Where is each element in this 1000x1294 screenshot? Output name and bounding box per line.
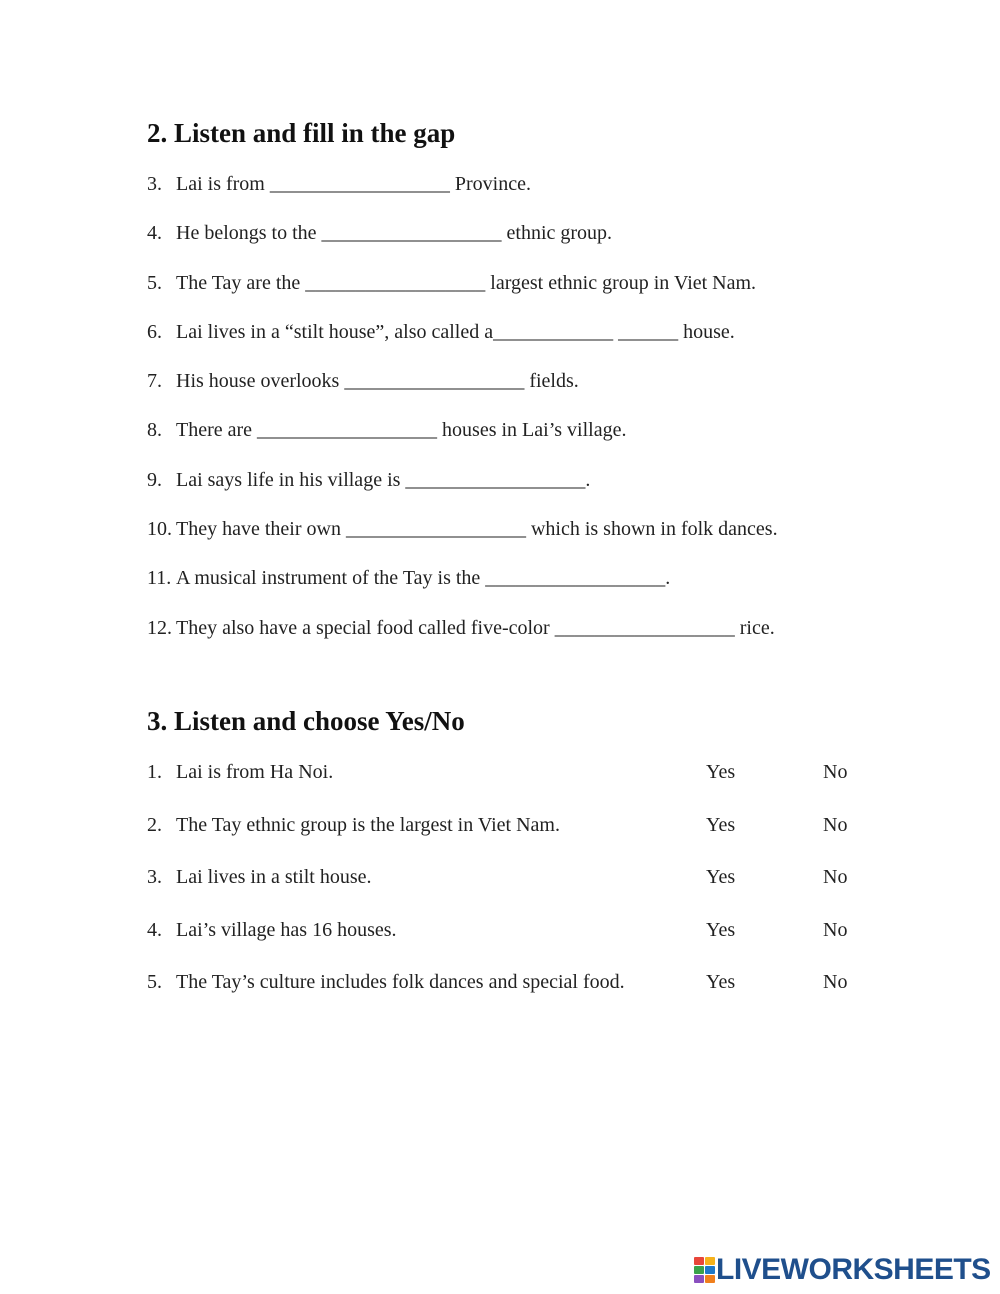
no-option[interactable]: No [823, 866, 848, 889]
list-item [147, 219, 778, 268]
logo-icon [694, 1257, 714, 1283]
item-text: Lai lives in a stilt house. [176, 866, 372, 889]
item-number: 9. [147, 468, 162, 491]
yes-option[interactable]: Yes [706, 971, 736, 994]
yes-option[interactable]: Yes [706, 813, 736, 836]
no-option[interactable]: No [823, 813, 848, 836]
section-3-title: 3. Listen and choose Yes/No [147, 706, 465, 736]
list-item [147, 318, 778, 367]
yes-option[interactable]: Yes [706, 866, 736, 889]
item-number: 7. [147, 370, 162, 393]
list-item [147, 564, 778, 613]
item-text: Lai is from Ha Noi. [176, 761, 334, 783]
section-2-title: 2. Listen and fill in the gap [147, 118, 456, 148]
logo-square [694, 1257, 704, 1265]
item-number: 10. [147, 518, 172, 541]
list-item [147, 416, 778, 465]
logo-square [705, 1257, 715, 1265]
item-number: 6. [147, 320, 162, 343]
item-number: 11. [147, 567, 172, 590]
no-option[interactable]: No [823, 918, 848, 941]
item-text: Lai says life in his village is __________________. [176, 468, 591, 491]
item-text: A musical instrument of the Tay is the __________________. [176, 567, 671, 590]
item-number: 5. [147, 971, 162, 994]
item-text: Lai is from __________________ Province. [176, 173, 531, 195]
item-text: He belongs to the __________________ ethnic group. [176, 222, 613, 245]
logo-square [705, 1275, 715, 1283]
logo-square [694, 1266, 704, 1274]
no-option[interactable]: No [823, 761, 848, 783]
yes-option[interactable]: Yes [706, 918, 736, 941]
list-item [147, 170, 778, 219]
item-number: 8. [147, 419, 162, 442]
item-text: The Tay’s culture includes folk dances and special food. [176, 971, 625, 994]
item-number: 3. [147, 173, 162, 195]
logo-square [694, 1275, 704, 1283]
list-item [147, 863, 867, 916]
yes-option[interactable]: Yes [706, 761, 736, 783]
list-item [147, 515, 778, 564]
item-text: The Tay ethnic group is the largest in Viet Nam. [176, 813, 560, 836]
list-item [147, 758, 867, 811]
item-text: The Tay are the __________________ largest ethnic group in Viet Nam. [176, 271, 757, 294]
item-text: There are __________________ houses in Lai’s village. [176, 419, 627, 442]
item-text: They have their own __________________ which is shown in folk dances. [176, 518, 778, 541]
item-text: Lai’s village has 16 houses. [176, 918, 397, 941]
list-item [147, 811, 867, 864]
item-text: They also have a special food called five-color __________________ rice. [176, 616, 775, 639]
item-number: 4. [147, 918, 162, 941]
logo-square [705, 1266, 715, 1274]
item-number: 5. [147, 271, 162, 294]
item-number: 4. [147, 222, 162, 245]
list-item [147, 614, 778, 663]
logo-text: LIVEWORKSHEETS [716, 1253, 991, 1286]
no-option[interactable]: No [823, 971, 848, 994]
item-number: 12. [147, 616, 172, 639]
liveworksheets-logo[interactable] [694, 1253, 991, 1287]
item-number: 3. [147, 866, 162, 889]
fill-in-gap-list [147, 170, 778, 663]
list-item [147, 269, 778, 318]
list-item [147, 367, 778, 416]
list-item [147, 916, 867, 969]
list-item [147, 466, 778, 515]
list-item [147, 968, 867, 1021]
item-number: 2. [147, 813, 162, 836]
item-text: Lai lives in a “stilt house”, also called a____________ ______ house. [176, 320, 735, 343]
item-text: His house overlooks __________________ fields. [176, 370, 579, 393]
yes-no-list [147, 758, 867, 1021]
item-number: 1. [147, 761, 162, 783]
